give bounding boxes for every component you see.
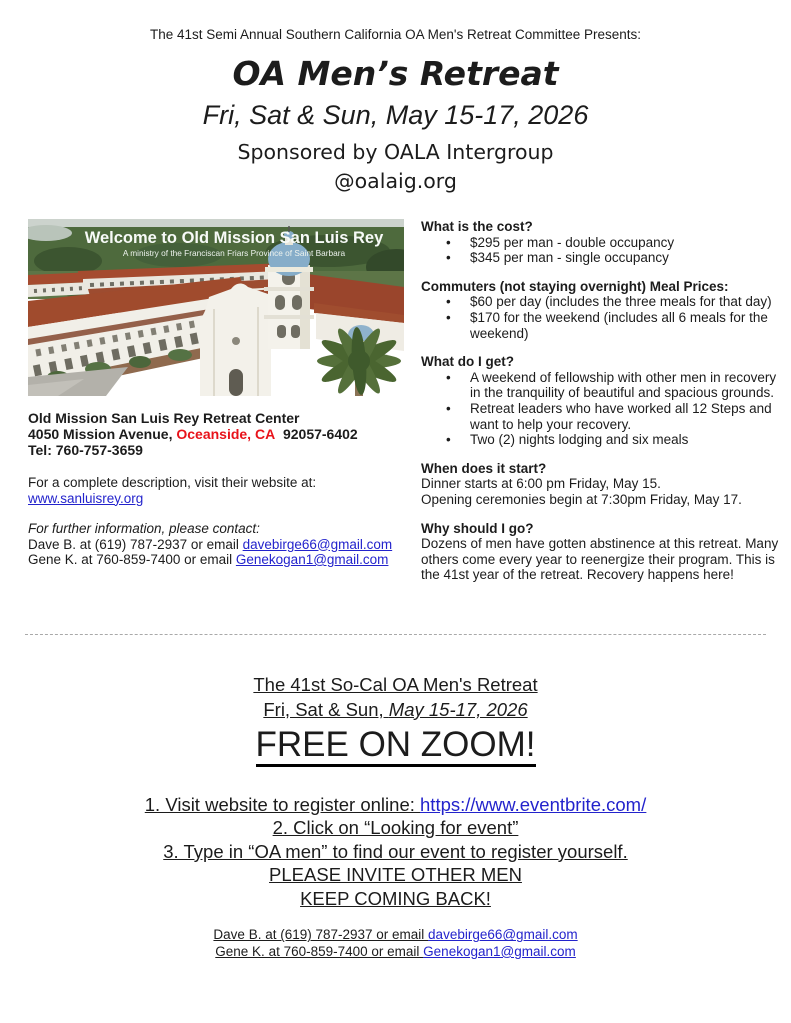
dave-email-link[interactable]: davebirge66@gmail.com [242, 536, 393, 552]
venue-desc-line: For a complete description, visit their website at: [28, 475, 317, 490]
zoom-section [0, 674, 791, 961]
venue-block [28, 410, 404, 458]
content-columns [28, 219, 791, 596]
list-item: • Two (2) nights lodging and six meals [421, 432, 781, 448]
step-2: 2. Click on “Looking for event” [272, 817, 519, 839]
bullet-icon: • [446, 250, 451, 266]
contact-line-gene: Gene K. at 760-859-7400 or email Genekogan1@gmail.com [28, 552, 389, 567]
venue-description [28, 475, 404, 506]
zoom-contact-gene: Gene K. at 760-859-7400 or email Genekogan1@gmail.com [215, 943, 576, 959]
why-section [421, 521, 781, 583]
commuters-section [421, 279, 781, 341]
get-heading: What do I get? [421, 354, 514, 370]
start-line-1: Dinner starts at 6:00 pm Friday, May 15. [421, 476, 661, 492]
sponsor-line: Sponsored by OALA Intergroup [237, 140, 554, 164]
bullet-icon: • [446, 294, 451, 310]
bullet-icon: • [446, 369, 451, 385]
eventbrite-link[interactable]: https://www.eventbrite.com/ [420, 793, 647, 815]
zoom-contacts [0, 927, 791, 960]
start-line-2: Opening ceremonies begin at 7:30pm Friday, May 17. [421, 491, 742, 507]
contact-block [28, 521, 404, 568]
step-3: 3. Type in “OA men” to find our event to register yourself. [163, 840, 628, 862]
zoom-contact-dave: Dave B. at (619) 787-2937 or email davebirge66@gmail.com [213, 927, 578, 943]
list-item: • $60 per day (includes the three meals for that day) [421, 294, 781, 310]
what-do-i-get-section [421, 354, 781, 448]
venue-website-link[interactable]: www.sanluisrey.org [28, 490, 144, 506]
presents-line: The 41st Semi Annual Southern California OA Men's Retreat Committee Presents: [149, 27, 642, 42]
venue-city: Oceanside, CA [176, 426, 276, 442]
venue-address: 4050 Mission Avenue, Oceanside, CA 92057-6402 [28, 426, 358, 442]
page-title: OA Men’s Retreat [232, 54, 559, 93]
why-heading: Why should I go? [421, 520, 534, 536]
list-item: • A weekend of fellowship with other men in recovery in the tranquility of beautiful and spacious grounds. [421, 370, 781, 401]
free-on-zoom-banner: FREE ON ZOOM! [256, 727, 536, 767]
mission-photo [28, 219, 404, 396]
list-item: • $345 per man - single occupancy [421, 250, 781, 266]
zoom-dave-email-link[interactable]: davebirge66@gmail.com [428, 927, 578, 943]
start-heading: When does it start? [421, 460, 547, 476]
flyer-header [0, 0, 791, 193]
contact-heading: For further information, please contact: [28, 521, 260, 536]
list-item: • $170 for the weekend (includes all 6 meals for the weekend) [421, 310, 781, 341]
start-section [421, 461, 781, 508]
bullet-icon: • [446, 432, 451, 448]
contact-line-dave: Dave B. at (619) 787-2937 or email davebirge66@gmail.com [28, 536, 393, 552]
event-dates: Fri, Sat & Sun, May 15-17, 2026 [202, 100, 589, 130]
gene-email-link[interactable]: Genekogan1@gmail.com [235, 552, 389, 567]
keep-coming-back-line: KEEP COMING BACK! [300, 887, 491, 909]
photo-church-facade [200, 283, 271, 396]
section-divider [25, 634, 766, 635]
sponsor-website: @oalaig.org [334, 169, 457, 193]
bullet-icon: • [446, 400, 451, 416]
commuters-heading: Commuters (not staying overnight) Meal Prices: [421, 278, 729, 294]
registration-steps [0, 793, 791, 911]
why-text: Dozens of men have gotten abstinence at this retreat. Many others come every year to reenergize their program. This is the 41st year of the retreat. Recovery happens here! [421, 536, 779, 583]
venue-name: Old Mission San Luis Rey Retreat Center [28, 410, 300, 426]
cost-section [421, 219, 781, 266]
invite-line: PLEASE INVITE OTHER MEN [269, 864, 522, 886]
photo-caption-title: Welcome to Old Mission San Luis Rey [84, 229, 384, 247]
right-column [421, 219, 781, 596]
zoom-dates: Fri, Sat & Sun, May 15-17, 2026 [263, 698, 528, 720]
venue-phone: Tel: 760-757-3659 [28, 442, 143, 458]
list-item: • Retreat leaders who have worked all 12 Steps and want to help your recovery. [421, 401, 781, 432]
zoom-title: The 41st So-Cal OA Men's Retreat [253, 673, 538, 695]
zoom-gene-email-link[interactable]: Genekogan1@gmail.com [423, 943, 576, 959]
step-1: 1. Visit website to register online: https://www.eventbrite.com/ [144, 793, 647, 815]
cost-heading: What is the cost? [421, 219, 533, 234]
left-column [28, 219, 404, 568]
bullet-icon: • [446, 309, 451, 325]
photo-caption-subtitle: A ministry of the Franciscan Friars Province of Saint Barbara [122, 248, 346, 258]
list-item: • $295 per man - double occupancy [421, 235, 781, 251]
bullet-icon: • [446, 234, 451, 250]
